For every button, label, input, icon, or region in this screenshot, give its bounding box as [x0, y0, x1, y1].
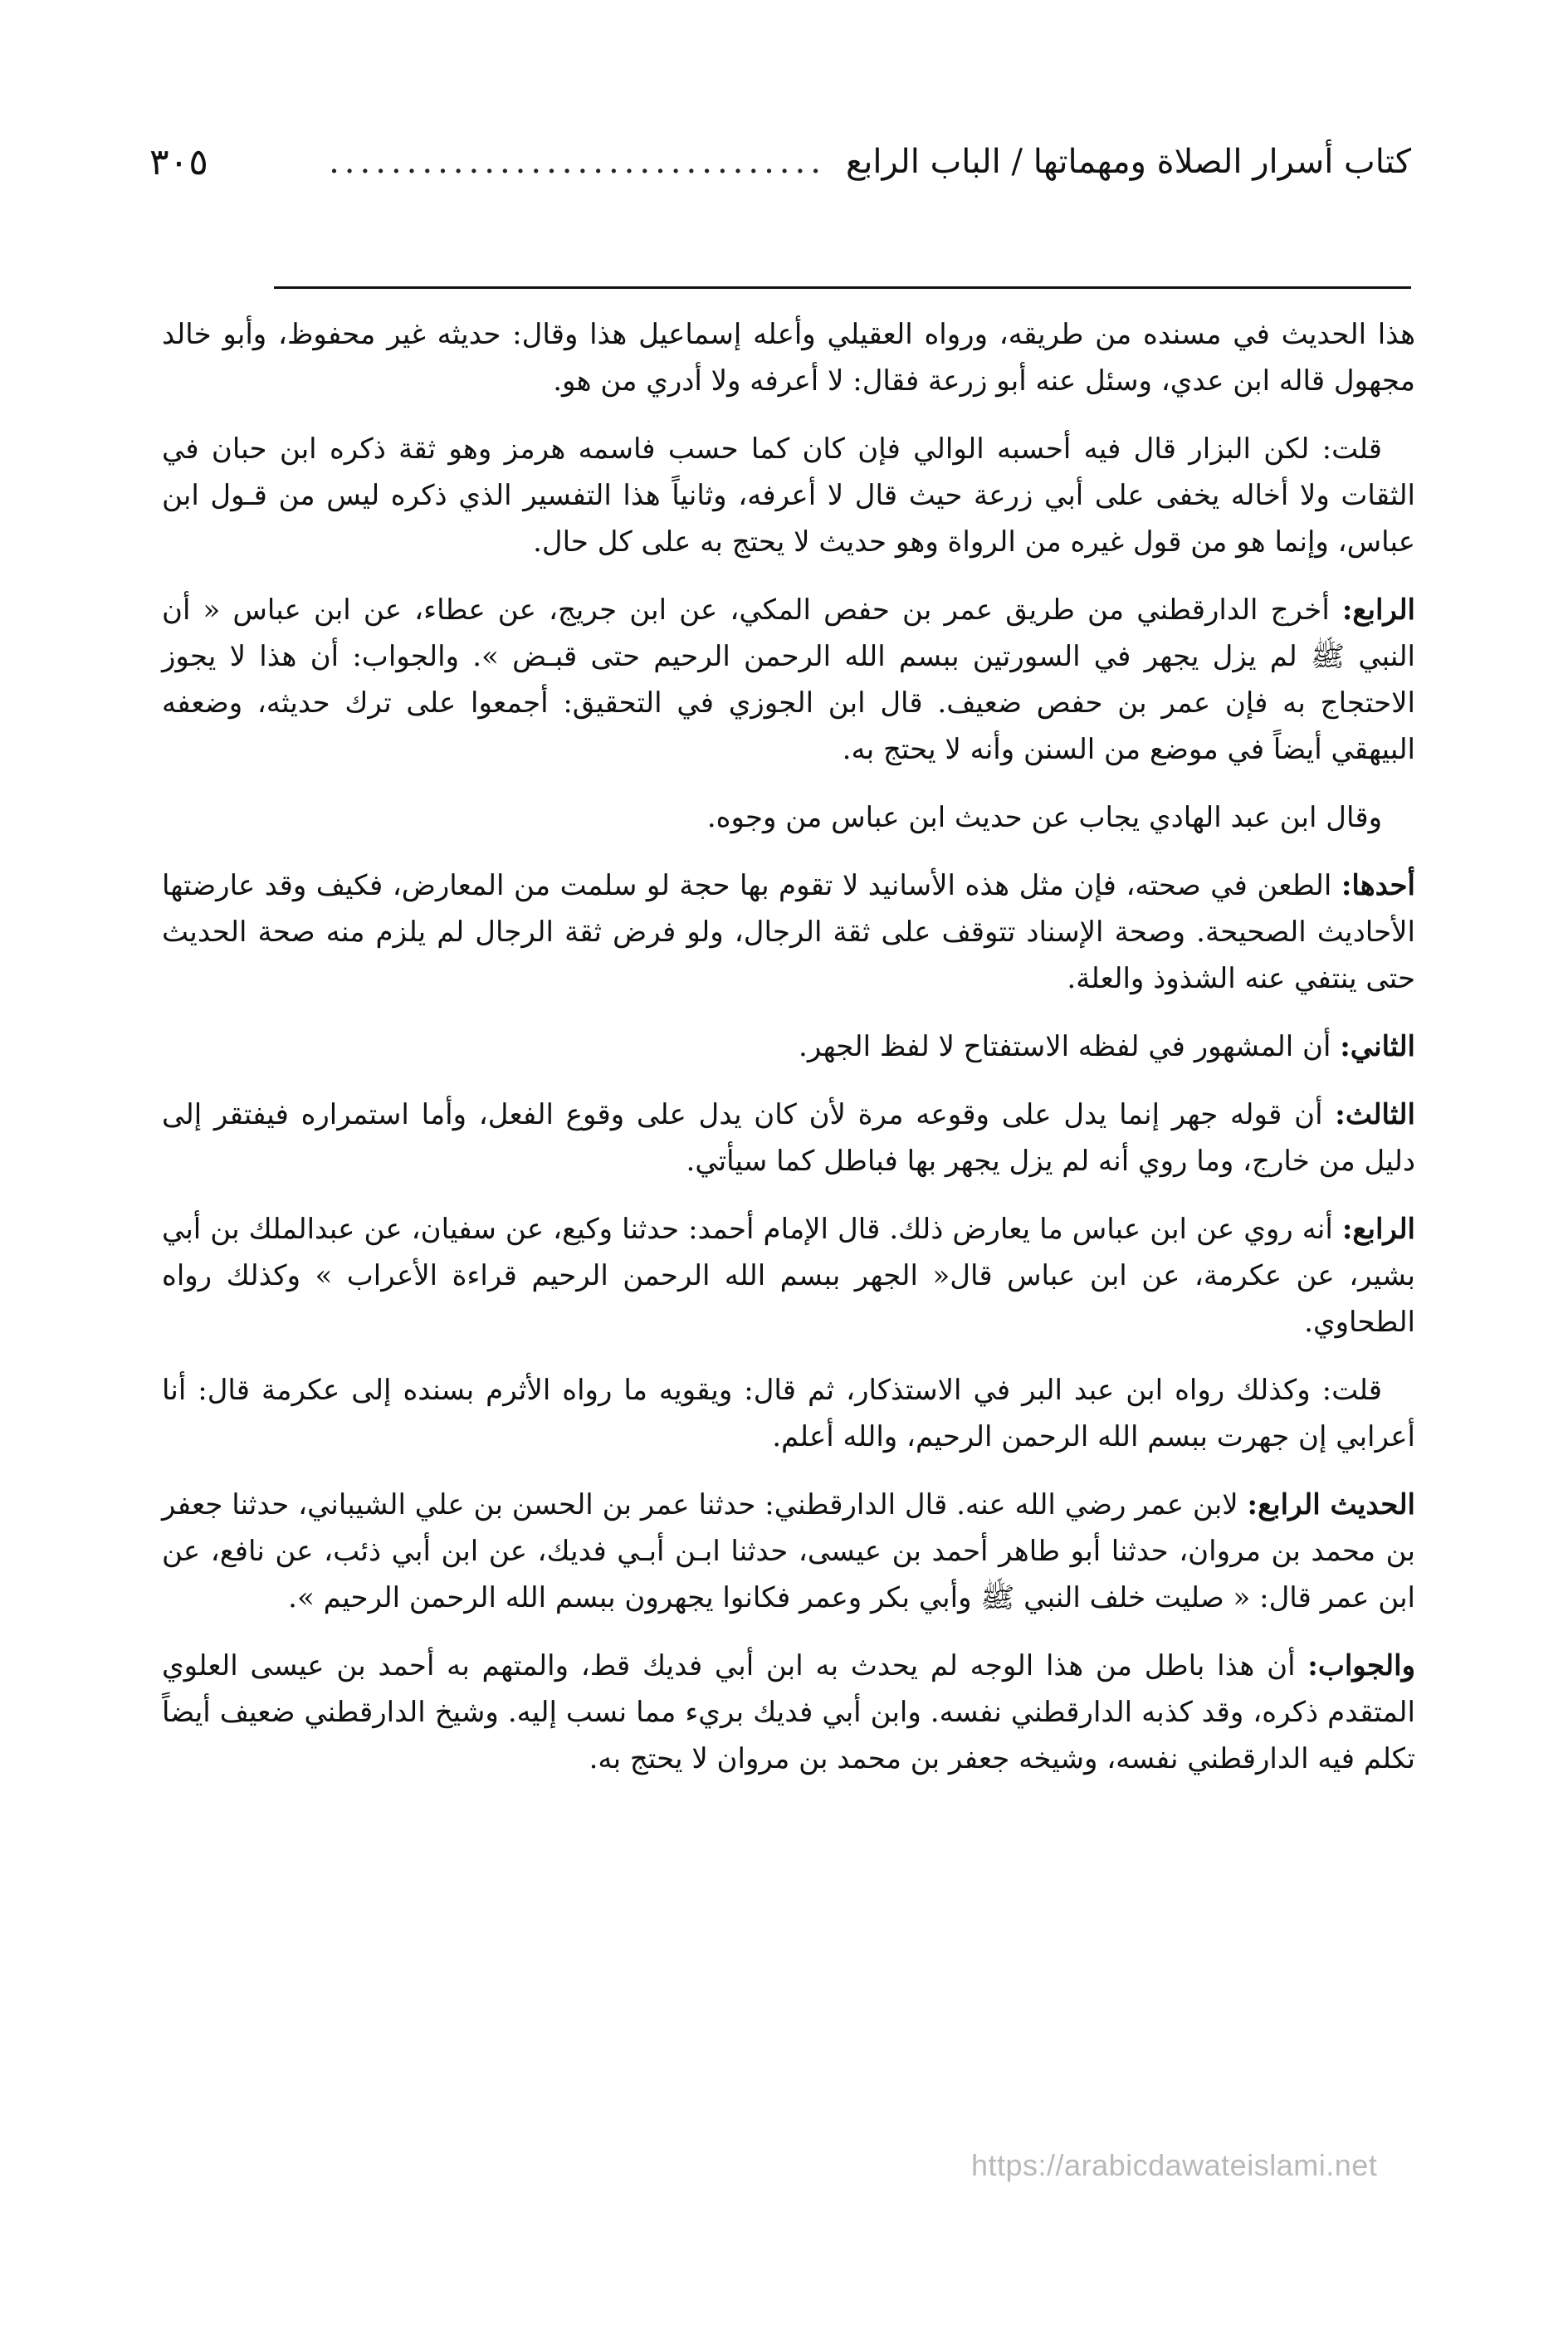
- paragraph-lead: الثالث:: [1335, 1098, 1415, 1131]
- paragraph-lead: والجواب:: [1307, 1649, 1416, 1682]
- page-body: [162, 311, 1415, 1804]
- paragraph: [162, 1643, 1415, 1782]
- paragraph-text: وقال ابن عبد الهادي يجاب عن حديث ابن عباس من وجوه.: [706, 801, 1382, 834]
- paragraph: [162, 426, 1415, 565]
- paragraph-text: أن المشهور في لفظه الاستفتاح لا لفظ الجهر.: [799, 1030, 1341, 1063]
- paragraph: [162, 1367, 1415, 1460]
- header-divider: [274, 286, 1411, 289]
- paragraph-lead: الثاني:: [1340, 1030, 1415, 1063]
- paragraph: [162, 862, 1415, 1002]
- paragraph-lead: الرابع:: [1341, 593, 1415, 627]
- paragraph: [162, 794, 1415, 841]
- paragraph-text: أن قوله جهر إنما يدل على وقوعه مرة لأن كان يدل على وقوع الفعل، وأما استمراره فيفتقر إلى دليل من خارج، وما روي أنه لم يزل يجهر بها فباطل كما سيأتي.: [162, 1098, 1415, 1178]
- paragraph-lead: أحدها:: [1341, 869, 1415, 902]
- paragraph-text: هذا الحديث في مسنده من طريقه، ورواه العقيلي وأعله إسماعيل هذا وقال: حديثه غير محفوظ، وأبو خالد مجهول قاله ابن عدي، وسئل عنه أبو زرعة فقال: لا أعرفه ولا أدري من هو.: [162, 318, 1415, 398]
- source-watermark: https://arabicdawateislami.net: [971, 2148, 1378, 2182]
- header-leader-dots: ................................: [329, 143, 826, 181]
- running-header: [149, 125, 1411, 199]
- paragraph-text: أخرج الدارقطني من طريق عمر بن حفص المكي، عن ابن جريج، عن عطاء، عن ابن عباس « أن النبي ﷺ لم يزل يجهر في السورتين ببسم الله الرحمن الرحيم حتى قبـض ». والجواب: أن هذا لا يجوز الاحتجاج به فإن عمر بن حفص ضعيف. قال ابن الجوزي في التحقيق: أجمعوا على ترك حديثه، وضعفه البيهقي أيضاً في موضع من السنن وأنه لا يحتج به.: [162, 593, 1416, 766]
- header-title: كتاب أسرار الصلاة ومهماتها / الباب الرابع: [845, 143, 1411, 181]
- paragraph-text: لابن عمر رضي الله عنه. قال الدارقطني: حدثنا عمر بن الحسن بن علي الشيباني، حدثنا جعفر بن محمد بن مروان، حدثنا أبو طاهر أحمد بن عيسى، حدثنا ابـن أبـي فديك، عن ابن أبي ذئب، عن نافع، عن ابن عمر قال: « صليت خلف النبي ﷺ وأبي بكر وعمر فكانوا يجهرون ببسم الله الرحمن الرحيم ».: [162, 1488, 1415, 1614]
- paragraph-lead: الحديث الرابع:: [1247, 1488, 1416, 1521]
- paragraph: [162, 311, 1415, 404]
- paragraph: [162, 1482, 1415, 1621]
- page-number: ٣٠٥: [149, 140, 208, 183]
- paragraph-text: أن هذا باطل من هذا الوجه لم يحدث به ابن أبي فديك قط، والمتهم به أحمد بن عيسى العلوي المتقدم ذكره، وقد كذبه الدارقطني نفسه. وابن أبي فديك بريء مما نسب إليه. وشيخ الدارقطني ضعيف أيضاً تكلم فيه الدارقطني نفسه، وشيخه جعفر بن محمد بن مروان لا يحتج به.: [162, 1649, 1415, 1775]
- paragraph: [162, 1206, 1415, 1345]
- paragraph-text: قلت: وكذلك رواه ابن عبد البر في الاستذكار، ثم قال: ويقويه ما رواه الأثرم بسنده إلى عكرمة قال: أنا أعرابي إن جهرت ببسم الله الرحمن الرحيم، والله أعلم.: [162, 1374, 1415, 1453]
- paragraph-text: قلت: لكن البزار قال فيه أحسبه الوالي فإن كان كما حسب فاسمه هرمز وهو ثقة ذكره ابن حبان في الثقات ولا أخاله يخفى على أبي زرعة حيث قال لا أعرفه، وثانياً هذا التفسير الذي ذكره ليس من قـول ابن عباس، وإنما هو من قول غيره من الرواة وهو حديث لا يحتج به على كل حال.: [162, 432, 1415, 559]
- paragraph-text: أنه روي عن ابن عباس ما يعارض ذلك. قال الإمام أحمد: حدثنا وكيع، عن سفيان، عن عبدالملك بن أبي بشير، عن عكرمة، عن ابن عباس قال« الجهر ببسم الله الرحمن الرحيم قراءة الأعراب » وكذلك رواه الطحاوي.: [162, 1213, 1415, 1339]
- paragraph: [162, 587, 1415, 773]
- paragraph-lead: الرابع:: [1341, 1213, 1415, 1246]
- paragraph: [162, 1091, 1415, 1184]
- paragraph: [162, 1023, 1415, 1070]
- paragraph-text: الطعن في صحته، فإن مثل هذه الأسانيد لا تقوم بها حجة لو سلمت من المعارض، فكيف وقد عارضتها الأحاديث الصحيحة. وصحة الإسناد تتوقف على ثقة الرجال، ولو فرض ثقة الرجال لم يلزم منه صحة الحديث حتى ينتفي عنه الشذوذ والعلة.: [162, 869, 1415, 995]
